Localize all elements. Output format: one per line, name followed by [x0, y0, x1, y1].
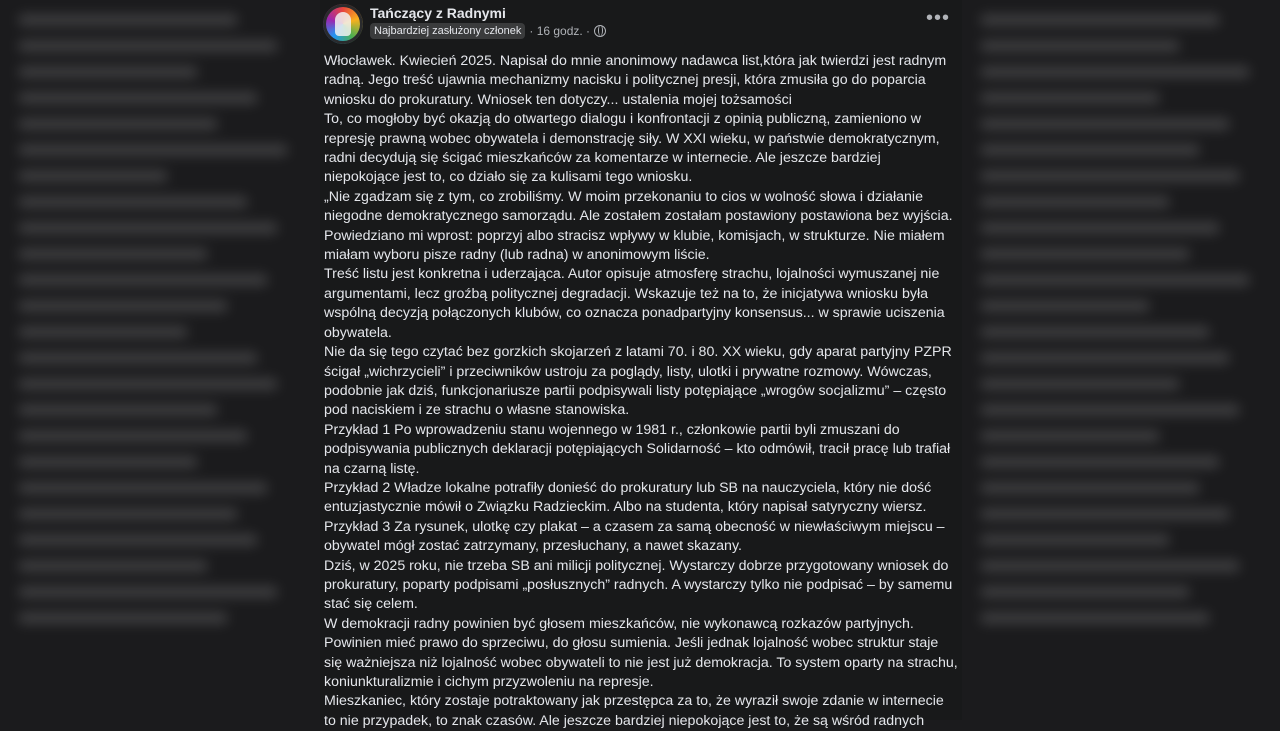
post-paragraph: Przykład 1 Po wprowadzeniu stanu wojennego w 1981 r., członkowie partii byli zmuszani do podpisywania publicznych deklaracji potępiających Solidarność – kto odmówił, tracił pracę lub trafiał na czarną listę. — [324, 421, 951, 477]
post-paragraph: Nie da się tego czytać bez gorzkich skojarzeń z latami 70. i 80. XX wieku, gdy aparat partyjny PZPR ścigał „wichrzycieli” i przeciwników ustroju za poglądy, listy, ulotki i prywatne rozmowy. Wówczas, podobnie jak dziś, funkcjonariusze partii podpisywali listy potępiające „wrogów socjalizmu” – często pod naciskiem i ze strachu o własne stanowiska. — [324, 344, 952, 419]
post-paragraph: Przykład 2 Władze lokalne potrafiły donieść do prokuratury lub SB na nauczyciela, który nie dość entuzjastycznie mówił o Związku Radzieckim. Albo na studenta, który napisał satyryczny wiersz. — [324, 479, 932, 516]
member-badge[interactable]: Najbardziej zasłużony członek — [370, 23, 525, 39]
post-meta — [370, 23, 606, 39]
post-header — [320, 0, 962, 48]
post-timestamp[interactable]: · 16 godz. · — [529, 24, 591, 38]
post-paragraph: To, co mogłoby być okazją do otwartego dialogu i konfrontacji z opinią publiczną, zamieniono w represję prawną wobec obywatela i demonstrację siły. W XXI wieku, w państwie demokratycznym, radni decydują się ścigać mieszkańców za komentarze w internecie. Ale jeszcze bardziej niepokojące jest to, co działo się za kulisami tego wniosku. — [324, 111, 940, 186]
more-options-button[interactable] — [926, 8, 950, 28]
post-paragraph: Włocławek. Kwiecień 2025. Napisał do mnie anonimowy nadawca list,która jak twierdzi jest radnym radną. Jego treść ujawnia mechanizmy nacisku i politycznej presji, która zmusiła go do poparcia wniosku do prokuratury. Wniosek ten dotyczy... ustalenia mojej tożsamości — [324, 53, 947, 108]
post-paragraph: W demokracji radny powinien być głosem mieszkańców, nie wykonawcą rozkazów partyjnych. Powinien mieć prawo do sprzeciwu, do głosu sumienia. Jeśli jednak lojalność wobec struktur staje się ważniejsza niż lojalność wobec obywateli to nie jest już demokracja. To system oparty na strachu, koniunkturalizmie i cichym przyzwoleniu na represje. — [324, 615, 958, 690]
blurred-right-column — [962, 0, 1280, 720]
post-text — [324, 52, 958, 731]
post-paragraph: Przykład 3 Za rysunek, ulotkę czy plakat – a czasem za samą obecność w niewłaściwym miejscu – obywatel mógł zostać zatrzymany, przesłuchany, a nawet skazany. — [324, 518, 945, 555]
group-avatar[interactable] — [323, 4, 363, 44]
post-paragraph: Treść listu jest konkretna i uderzająca. Autor opisuje atmosferę strachu, lojalności wymuszanej nie argumentami, lecz groźbą politycznej degradacji. Wskazuje też na to, że inicjatywa wniosku była wspólną decyzją połączonych klubów, co oznacza ponadpartyjny konsensus... w sprawie uciszenia obywatela. — [324, 266, 945, 341]
avatar-figure-icon — [335, 12, 351, 36]
post-paragraph: Dziś, w 2025 roku, nie trzeba SB ani milicji politycznej. Wystarczy dobrze przygotowany wniosek do prokuratury, poparty podpisami „posłusznych” radnych. A wystarczy tylko nie podpisać – by samemu stać się celem. — [324, 557, 953, 613]
post-paragraph: „Nie zgadzam się z tym, co zrobiliśmy. W moim przekonaniu to cios w wolność słowa i działanie niegodne demokratycznego samorządu. Ale zostałem zostałam postawiony postawiona bez wyjścia. Powiedziano mi wprost: poprzyj albo stracisz wpływy w klubie, komisjach, w strukturze. Nie miałem miałam wyboru pisze radny (lub radna) w anonimowym liście. — [324, 188, 953, 264]
ellipsis-icon: ••• — [925, 7, 950, 29]
globe-icon[interactable] — [594, 25, 606, 37]
post-paragraph: Mieszkaniec, który zostaje potraktowany jak przestępca za to, że wyraził swoje zdanie w internecie to nie przypadek, to znak czasów. Ale jeszcze bardziej niepokojące jest to, że są wśród radnych — [324, 693, 944, 729]
blurred-left-column — [0, 0, 320, 720]
group-name-link[interactable]: Tańczący z Radnymi — [370, 5, 506, 21]
group-post — [320, 0, 962, 729]
